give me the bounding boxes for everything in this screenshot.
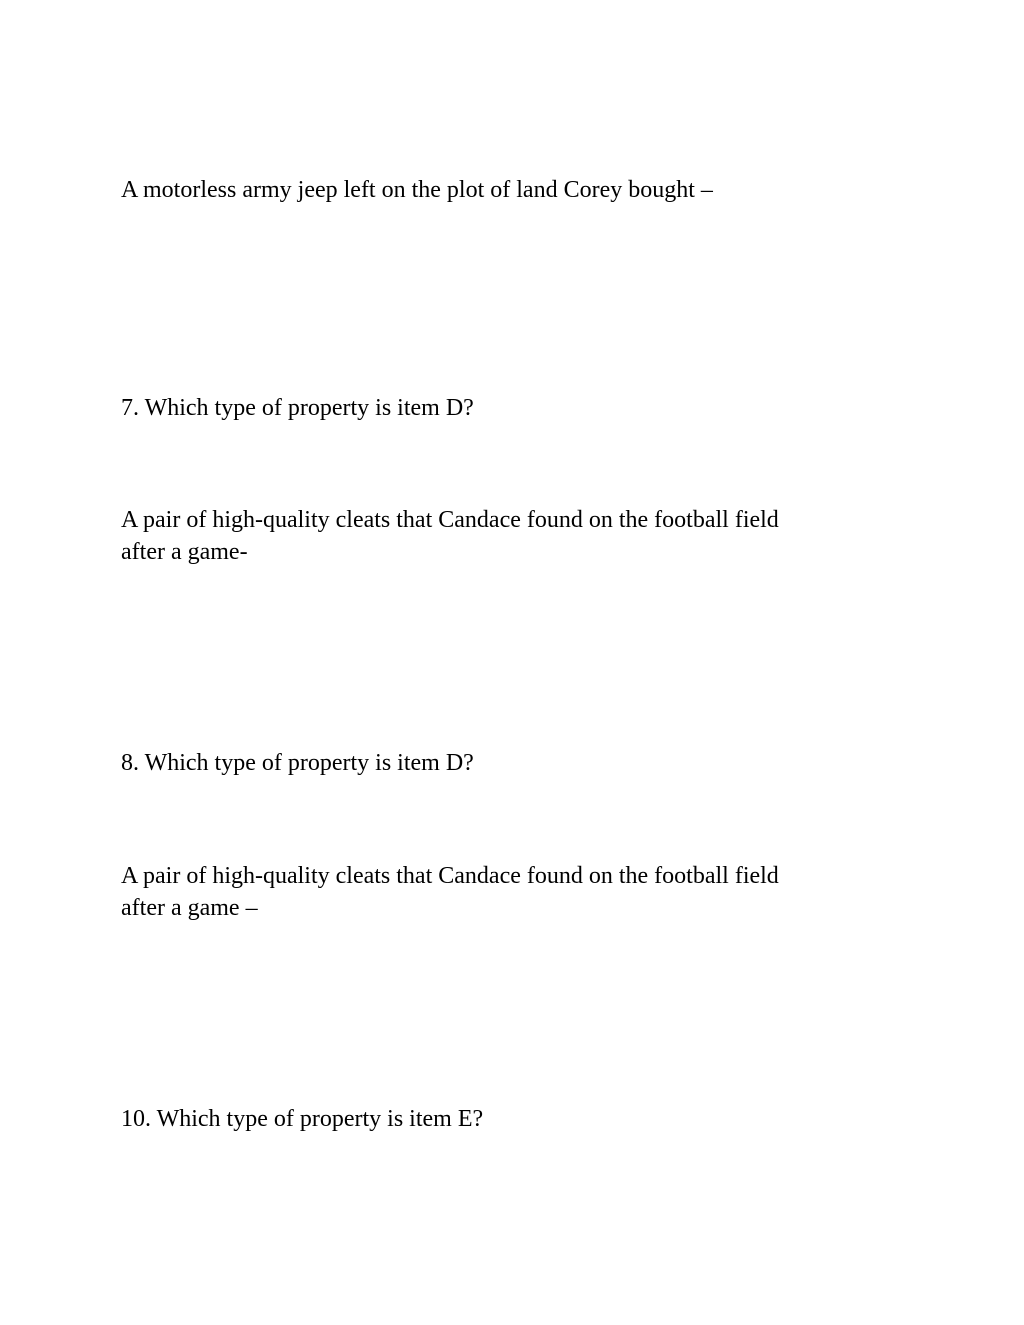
item-d-description-line-2: after a game- — [121, 539, 248, 565]
question-8: 8. Which type of property is item D? — [121, 750, 474, 776]
item-d-repeat-description-line-2: after a game – — [121, 895, 258, 921]
item-c-description: A motorless army jeep left on the plot of land Corey bought – — [121, 177, 713, 203]
question-7: 7. Which type of property is item D? — [121, 395, 474, 421]
question-10: 10. Which type of property is item E? — [121, 1106, 484, 1132]
item-d-repeat-description-line-1: A pair of high-quality cleats that Candace found on the football field — [121, 863, 779, 889]
item-d-description-line-1: A pair of high-quality cleats that Candace found on the football field — [121, 507, 779, 533]
